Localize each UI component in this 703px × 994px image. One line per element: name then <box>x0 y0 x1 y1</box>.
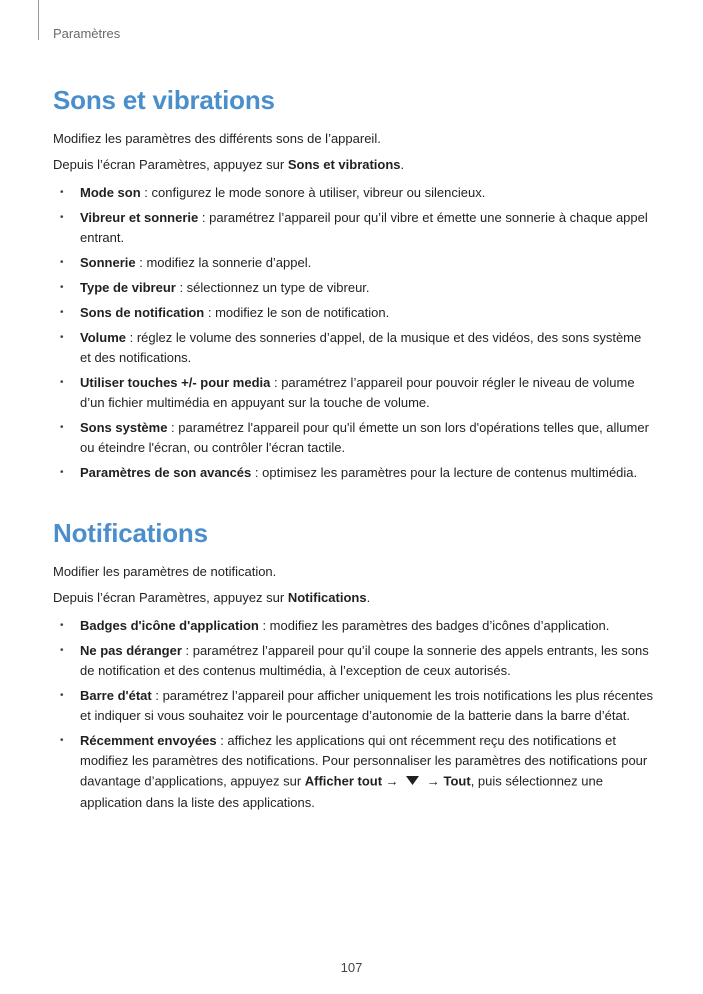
list-item <box>53 616 653 636</box>
arrow-icon: → <box>382 773 403 789</box>
list-item <box>53 686 653 726</box>
item-desc: : configurez le mode sonore à utiliser, vibreur ou silencieux. <box>140 185 486 200</box>
list-item <box>53 731 653 813</box>
list-item <box>53 373 653 413</box>
item-desc: : réglez le volume des sonneries d’appel, de la musique et des vidéos, des sons système et des notifications. <box>80 330 642 365</box>
breadcrumb: Paramètres <box>53 26 121 41</box>
afficher-tout-label: Afficher tout <box>304 773 383 789</box>
section-instruction <box>53 152 653 178</box>
item-desc: : paramétrez l’appareil pour qu’il coupe la sonnerie des appels entrants, les sons de notification et des contenus multimédia, à l’exception de ceux autorisés. <box>80 643 649 678</box>
item-desc: : paramétrez l’appareil pour pouvoir régler le niveau de volume d’un fichier multimédia en appuyant sur la touche de volume. <box>80 375 635 410</box>
item-term: Volume <box>80 330 126 345</box>
section-notifications <box>53 515 653 813</box>
dropdown-triangle-icon <box>406 771 419 791</box>
instruction-target: Sons et vibrations <box>287 157 401 172</box>
item-desc: : modifiez la sonnerie d’appel. <box>135 255 312 270</box>
item-term: Récemment envoyées <box>80 733 217 748</box>
item-term: Sons système <box>80 420 168 435</box>
arrow-icon: → <box>423 773 444 789</box>
header-rule <box>38 0 39 40</box>
item-term: Mode son <box>80 185 141 200</box>
section-sons-et-vibrations <box>53 82 653 483</box>
section-intro: Modifier les paramètres de notification. <box>53 564 277 579</box>
list-item <box>53 463 653 483</box>
item-desc: : optimisez les paramètres pour la lecture de contenus multimédia. <box>251 465 638 480</box>
instruction-text: Depuis l’écran Paramètres, appuyez sur <box>53 157 288 172</box>
item-desc: : modifiez le son de notification. <box>204 305 390 320</box>
section-intro: Modifiez les paramètres des différents sons de l’appareil. <box>53 131 381 146</box>
list-item <box>53 418 653 458</box>
item-desc: : sélectionnez un type de vibreur. <box>175 280 370 295</box>
section-title: Notifications <box>53 518 208 548</box>
item-term: Sonnerie <box>80 255 136 270</box>
item-term: Sons de notification <box>80 305 205 320</box>
list-item <box>53 183 653 203</box>
list-item <box>53 328 653 368</box>
section-title: Sons et vibrations <box>53 85 275 115</box>
item-desc: : modifiez les paramètres des badges d’icônes d’application. <box>258 618 610 633</box>
item-desc: : paramétrez l’appareil pour qu’il vibre et émette une sonnerie à chaque appel entrant. <box>80 210 648 245</box>
tout-label: Tout <box>443 773 471 789</box>
item-term: Utiliser touches +/- pour media <box>80 375 271 390</box>
list-item <box>53 641 653 681</box>
item-desc: , puis sélectionnez une application dans la liste des applications. <box>80 773 603 810</box>
item-term: Barre d'état <box>80 688 152 703</box>
page-number: 107 <box>340 960 363 975</box>
instruction-suffix: . <box>366 590 371 605</box>
list-item <box>53 278 653 298</box>
item-desc: : paramétrez l’appareil pour afficher uniquement les trois notifications les plus récentes et indiquer si vous souhaitez voir le pourcentage d’autonomie de la batterie dans la barre d’état. <box>80 688 653 723</box>
instruction-suffix: . <box>400 157 405 172</box>
settings-list <box>53 183 653 483</box>
item-term: Vibreur et sonnerie <box>80 210 199 225</box>
item-term: Type de vibreur <box>80 280 176 295</box>
list-item <box>53 208 653 248</box>
instruction-text: Depuis l’écran Paramètres, appuyez sur <box>53 590 288 605</box>
item-desc: : paramétrez l'appareil pour qu'il émette un son lors d'opérations telles que, allumer ou éteindre l'écran, ou contrôler l'écran tactile. <box>80 420 649 455</box>
instruction-target: Notifications <box>287 590 367 605</box>
item-term: Paramètres de son avancés <box>80 465 252 480</box>
list-item <box>53 303 653 323</box>
item-desc: : affichez les applications qui ont récemment reçu des notifications et modifiez les paramètres des notifications. Pour personnaliser les paramètres des notifications pour davantage d’applications, appuyez sur <box>80 733 648 789</box>
list-item <box>53 253 653 273</box>
page-content <box>53 82 653 813</box>
section-instruction <box>53 585 653 611</box>
settings-list <box>53 616 653 813</box>
item-term: Ne pas déranger <box>80 643 182 658</box>
item-term: Badges d'icône d'application <box>80 618 259 633</box>
